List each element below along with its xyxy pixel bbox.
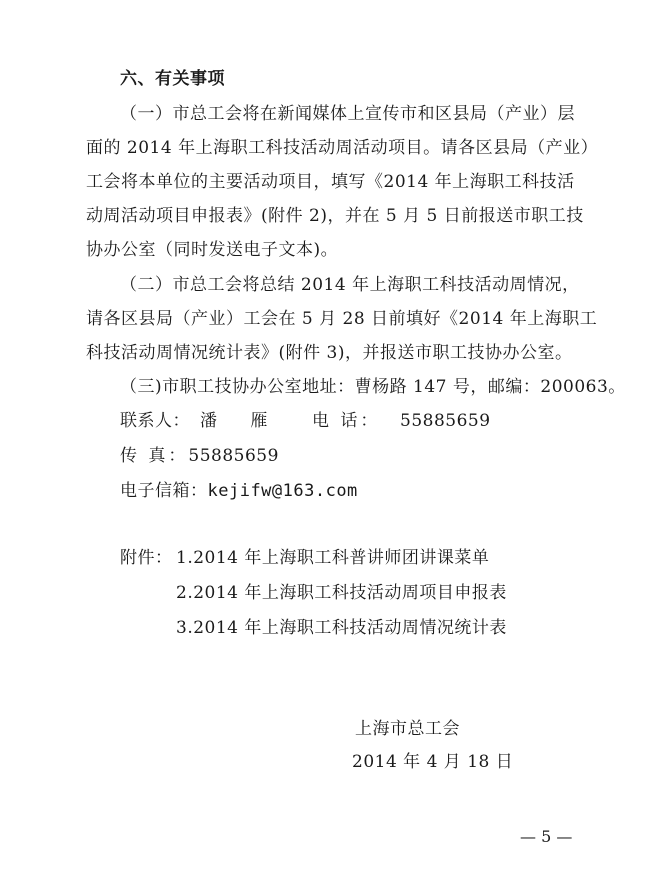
contact-fax-value: 55885659 xyxy=(188,446,279,466)
item2-line2: 请各区县局（产业）工会在 5 月 28 日前填好《2014 年上海职工 xyxy=(86,309,598,329)
item1-line3: 工会将本单位的主要活动项目，填写《2014 年上海职工科技活 xyxy=(86,172,575,192)
contact-fax-label: 传 真： xyxy=(120,446,189,466)
attachment-item: 2.2014 年上海职工科技活动周项目申报表 xyxy=(176,583,507,603)
item2-line3: 科技活动周情况统计表》(附件 3)，并报送市职工技协办公室。 xyxy=(86,343,573,363)
signature-org: 上海市总工会 xyxy=(355,719,460,739)
contact-phone-value: 55885659 xyxy=(400,411,491,431)
item1-line5: 协办公室（同时发送电子文本)。 xyxy=(86,240,339,260)
contact-person-name: 潘 雁 xyxy=(200,411,282,431)
page-number: — 5 — xyxy=(520,827,573,846)
attachment-item: 1.2014 年上海职工科普讲师团讲课菜单 xyxy=(176,548,490,568)
contact-person-label: 联系人： xyxy=(120,411,190,431)
item1-line2: 面的 2014 年上海职工科技活动周活动项目。请各区县局（产业） xyxy=(86,138,599,158)
attachments-label: 附件： xyxy=(120,548,173,568)
item1-line4: 动周活动项目申报表》(附件 2)，并在 5 月 5 日前报送市职工技 xyxy=(86,206,584,226)
signature-date: 2014 年 4 月 18 日 xyxy=(352,752,514,772)
item2-line1: （二）市总工会将总结 2014 年上海职工科技活动周情况， xyxy=(120,275,580,295)
contact-email-label: 电子信箱： xyxy=(120,481,208,501)
attachment-item: 3.2014 年上海职工科技活动周情况统计表 xyxy=(176,618,507,638)
item3-line1: （三)市职工技协办公室地址：曹杨路 147 号，邮编：200063。 xyxy=(120,377,626,397)
contact-email-value: kejifw@163.com xyxy=(207,481,358,501)
contact-person-row xyxy=(120,410,491,432)
contact-fax-row xyxy=(120,445,279,467)
item1-line1: （一）市总工会将在新闻媒体上宣传市和区县局（产业）层 xyxy=(120,104,575,124)
contact-phone-label: 电 话： xyxy=(312,411,381,431)
section-heading: 六、有关事项 xyxy=(120,69,225,89)
contact-email-row xyxy=(120,480,358,502)
